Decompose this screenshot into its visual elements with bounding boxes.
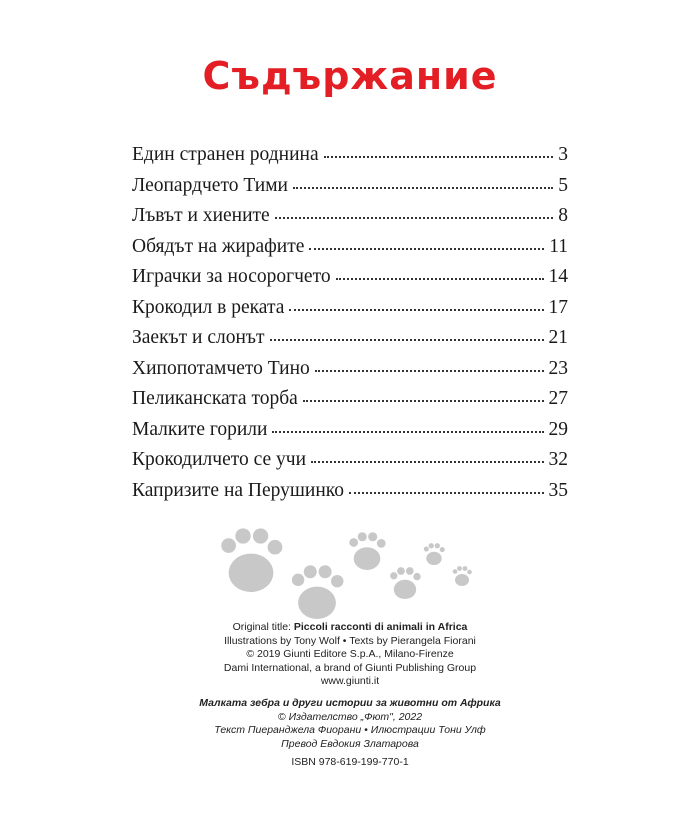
original-title: Piccoli racconti di animali in Africa [293,621,468,633]
toc-entry-page: 21 [548,327,568,348]
toc-entry [132,445,568,476]
toc-entry [132,323,568,354]
toc-entry-page: 35 [548,479,568,501]
paw-print-icon [424,543,445,565]
toc-entry-title: Хипопотамчето Тино [132,357,310,379]
bulgarian-text-credit: Текст Пиeранджела Фиорани [214,724,362,737]
toc-entry-title: Капризите на Перушинко [132,479,345,501]
translation-credit: Превод Евдокия Златарова [281,737,419,750]
authors-line [0,635,700,649]
dot-leader [311,461,543,463]
toc-entry-title: Леопардчето Тими [132,174,288,196]
toc-entry-title: Лъвът и хиените [132,205,270,226]
toc-entry-title: Пеликанската торба [132,388,298,409]
toc-entry-title: Крокодил в реката [132,296,285,318]
paw-print-icon [221,528,282,592]
dot-leader [324,156,554,158]
page-title: Съдържание [202,54,498,98]
paw-print-icon [453,566,472,586]
bulgarian-authors-line [0,724,700,738]
toc-entry-page: 5 [558,174,568,196]
dot-leader [349,492,543,494]
toc-entry-page: 23 [548,357,568,379]
toc-entry-page: 32 [548,449,568,470]
illustrations-credit: Illustrations by Tony Wolf [224,634,340,647]
website-line: www.giunti.it [320,675,380,688]
bulgarian-credits [0,697,700,751]
table-of-contents [132,140,568,506]
toc-entry-page: 17 [548,296,568,318]
bullet-separator: • [364,724,368,737]
toc-entry [132,476,568,507]
bullet-separator: • [342,634,347,647]
toc-entry [132,262,568,293]
bulgarian-illustrations-credit: Илюстрации Тони Улф [370,724,486,737]
isbn: ISBN 978-619-199-770-1 [291,756,409,768]
dot-leader [275,217,554,219]
toc-entry-page: 27 [548,388,568,409]
original-title-line [0,621,700,635]
toc-entry [132,171,568,202]
toc-entry-page: 11 [549,235,568,257]
copyright-line: © 2019 Giunti Editore S.p.A., Milano-Firenze [246,648,454,661]
dot-leader [270,339,544,341]
dot-leader [289,309,543,311]
texts-credit: Texts by Pierangela Fiorani [349,634,476,647]
toc-entry-page: 3 [558,144,568,165]
paw-print-icon [292,565,344,619]
toc-entry [132,293,568,324]
paw-prints-decoration [0,520,700,620]
dot-leader [303,400,544,402]
toc-entry-title: Обядът на жирафите [132,235,305,257]
dot-leader [336,278,544,280]
toc-entry-title: Заекът и слонът [132,327,265,348]
paw-print-icon [390,567,421,599]
dot-leader [315,370,544,372]
toc-entry-title: Играчки за носорогчето [132,266,331,287]
toc-entry [132,140,568,171]
original-title-label: Original title: [232,621,291,633]
paw-print-icon [349,532,385,570]
toc-entry-page: 29 [548,418,568,440]
toc-entry-page: 8 [558,205,568,226]
toc-entry [132,232,568,263]
toc-entry [132,384,568,415]
toc-entry-title: Крокодилчето се учи [132,449,307,470]
publisher-copyright: © Издателство „Фют", 2022 [277,710,423,723]
toc-entry-title: Един странен роднина [132,144,319,165]
toc-entry [132,201,568,232]
toc-entry-page: 14 [548,266,568,287]
toc-entry [132,415,568,446]
original-credits [0,621,700,689]
toc-entry-title: Малките горили [132,418,268,440]
bulgarian-title: Малката зебра и други истории за животни от Африка [199,697,501,709]
dot-leader [309,248,544,250]
dot-leader [293,187,553,189]
dot-leader [272,431,543,433]
toc-entry [132,354,568,385]
brand-line: Dami International, a brand of Giunti Publishing Group [223,661,477,674]
